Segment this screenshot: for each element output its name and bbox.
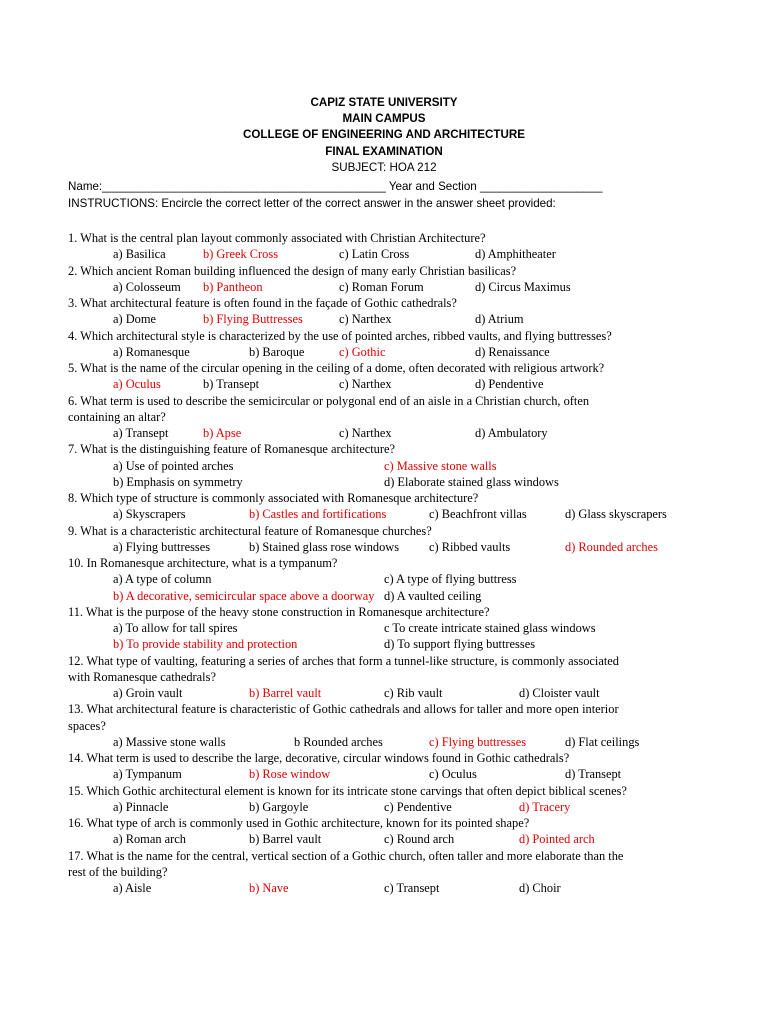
- answer-option[interactable]: a) Aisle: [113, 881, 152, 895]
- question-stem: 11. What is the purpose of the heavy stone construction in Romanesque architecture?: [68, 604, 490, 619]
- answer-option[interactable]: d) Tracery: [519, 799, 571, 814]
- question-list: [68, 230, 708, 896]
- answer-option[interactable]: d) Circus Maximus: [475, 279, 571, 294]
- question-stem: 15. Which Gothic architectural element is known for its intricate stone carvings that often depict biblical scenes?: [68, 783, 627, 798]
- question-stem: 6. What term is used to describe the semicircular or polygonal end of an aisle in a Christian church, often: [68, 393, 590, 408]
- answer-option[interactable]: a) Groin vault: [113, 686, 183, 700]
- question-2: [68, 263, 708, 296]
- question-stem: 9. What is a characteristic architectural feature of Romanesque churches?: [68, 523, 432, 538]
- answer-option[interactable]: d) Glass skyscrapers: [565, 507, 667, 522]
- question-stem: 16. What type of arch is commonly used in Gothic architecture, known for its pointed shape?: [68, 816, 530, 830]
- answer-option[interactable]: d) Transept: [565, 767, 622, 782]
- answer-option[interactable]: c) Flying buttresses: [429, 734, 527, 749]
- question-10: [68, 555, 708, 604]
- question-7: [68, 441, 708, 490]
- question-1: [68, 230, 708, 263]
- answer-option[interactable]: c) Transept: [384, 881, 440, 895]
- answer-option[interactable]: a) To allow for tall spires: [113, 621, 238, 635]
- option-row: [68, 880, 708, 896]
- university-name: CAPIZ STATE UNIVERSITY: [310, 96, 458, 109]
- answer-option[interactable]: c) Oculus: [429, 767, 477, 782]
- answer-option[interactable]: c) Latin Cross: [339, 247, 410, 262]
- answer-option[interactable]: d) Choir: [519, 881, 561, 895]
- question-stem: 3. What architectural feature is often found in the façade of Gothic cathedrals?: [68, 296, 457, 310]
- question-3: [68, 295, 708, 328]
- answer-option[interactable]: d) Cloister vault: [519, 686, 600, 700]
- option-row: [68, 458, 708, 474]
- question-stem: 17. What is the name for the central, vertical section of a Gothic church, often taller and more elaborate than the: [68, 848, 624, 863]
- option-row: [68, 571, 708, 587]
- name-year-section-line: Name:____________________________________________ Year and Section ___________________: [68, 180, 603, 193]
- question-17: [68, 848, 708, 897]
- answer-option[interactable]: b) Nave: [249, 881, 289, 895]
- option-row: [68, 506, 708, 522]
- college-name: COLLEGE OF ENGINEERING AND ARCHITECTURE: [243, 128, 525, 142]
- exam-title: FINAL EXAMINATION: [325, 144, 443, 158]
- question-13: [68, 701, 708, 750]
- answer-option[interactable]: b) Rose window: [249, 767, 331, 782]
- question-14: [68, 750, 708, 783]
- question-12: [68, 653, 708, 702]
- answer-option[interactable]: a) A type of column: [113, 572, 212, 587]
- question-stem: 13. What architectural feature is characteristic of Gothic cathedrals and allows for taller and more open interior: [68, 702, 619, 717]
- answer-option[interactable]: a) Basilica: [113, 247, 166, 262]
- answer-option[interactable]: a) Use of pointed arches: [113, 458, 234, 473]
- answer-option[interactable]: b) Emphasis on symmetry: [113, 474, 243, 489]
- answer-option[interactable]: b) Castles and fortifications: [249, 507, 387, 522]
- answer-option[interactable]: b) Transept: [203, 377, 260, 392]
- question-stem: 1. What is the central plan layout commonly associated with Christian Architecture?: [68, 231, 486, 245]
- option-row: [68, 425, 708, 441]
- campus-name: MAIN CAMPUS: [342, 112, 426, 126]
- answer-option[interactable]: a) Dome: [113, 312, 157, 327]
- answer-option[interactable]: b) Greek Cross: [203, 247, 279, 262]
- option-row: [68, 474, 708, 490]
- question-stem: rest of the building?: [68, 864, 168, 879]
- option-row: [68, 246, 708, 262]
- answer-option[interactable]: a) Roman arch: [113, 832, 186, 847]
- option-row: [68, 376, 708, 392]
- answer-option[interactable]: c) Ribbed vaults: [429, 539, 511, 554]
- answer-option[interactable]: b) Baroque: [249, 344, 305, 359]
- answer-option[interactable]: b Rounded arches: [294, 734, 383, 749]
- option-row: [68, 539, 708, 555]
- answer-option[interactable]: c) Pendentive: [384, 799, 452, 814]
- answer-option[interactable]: c) Round arch: [384, 832, 455, 847]
- answer-option[interactable]: a) Transept: [113, 426, 169, 440]
- question-stem: 10. In Romanesque architecture, what is a tympanum?: [68, 556, 338, 570]
- answer-option[interactable]: c) Beachfront villas: [429, 507, 527, 522]
- option-row: [68, 620, 708, 636]
- option-row: [68, 311, 708, 327]
- answer-option[interactable]: b) Stained glass rose windows: [249, 539, 400, 554]
- instructions: INSTRUCTIONS: Encircle the correct letter of the correct answer in the answer sheet provided:: [68, 197, 556, 210]
- answer-option[interactable]: c) Narthex: [339, 312, 392, 327]
- answer-option[interactable]: d) Pendentive: [475, 377, 544, 392]
- answer-option[interactable]: b) To provide stability and protection: [113, 637, 298, 652]
- answer-option[interactable]: c) Roman Forum: [339, 279, 424, 294]
- question-stem: containing an altar?: [68, 409, 166, 424]
- question-5: [68, 360, 708, 393]
- question-8: [68, 490, 708, 523]
- question-stem: 5. What is the name of the circular opening in the ceiling of a dome, often decorated with religious artwork?: [68, 361, 605, 375]
- option-row: [68, 766, 708, 782]
- answer-option[interactable]: d) Amphitheater: [475, 247, 556, 262]
- option-row: [68, 799, 708, 815]
- answer-option[interactable]: d) To support flying buttresses: [384, 637, 536, 652]
- answer-option[interactable]: b) Barrel vault: [249, 686, 322, 700]
- answer-option[interactable]: d) Renaissance: [475, 344, 550, 359]
- answer-option[interactable]: a) Flying buttresses: [113, 539, 211, 554]
- answer-option[interactable]: d) Pointed arch: [519, 832, 595, 847]
- answer-option[interactable]: c) Rib vault: [384, 686, 443, 700]
- option-row: [68, 636, 708, 652]
- answer-option[interactable]: a) Skyscrapers: [113, 507, 186, 522]
- answer-option[interactable]: c) Narthex: [339, 377, 392, 392]
- question-stem: 12. What type of vaulting, featuring a series of arches that form a tunnel-like structure, is commonly associated: [68, 653, 619, 668]
- answer-option[interactable]: a) Oculus: [113, 377, 161, 392]
- option-row: [68, 831, 708, 847]
- question-stem: spaces?: [68, 718, 106, 733]
- question-11: [68, 604, 708, 653]
- answer-option[interactable]: d) Elaborate stained glass windows: [384, 474, 559, 489]
- answer-option[interactable]: c) A type of flying buttress: [384, 572, 517, 587]
- answer-option[interactable]: a) Tympanum: [113, 767, 182, 782]
- question-stem: with Romanesque cathedrals?: [68, 669, 216, 684]
- answer-option[interactable]: b) A decorative, semicircular space above a doorway: [113, 588, 375, 603]
- option-row: [68, 588, 708, 604]
- answer-option[interactable]: a) Massive stone walls: [113, 734, 226, 749]
- option-row: [68, 685, 708, 701]
- question-stem: 4. Which architectural style is characterized by the use of pointed arches, ribbed vaults, and flying buttresses?: [68, 328, 612, 343]
- question-stem: 8. Which type of structure is commonly associated with Romanesque architecture?: [68, 491, 479, 505]
- answer-option[interactable]: b) Apse: [203, 426, 242, 440]
- answer-option[interactable]: c) Massive stone walls: [384, 458, 497, 473]
- answer-option[interactable]: d) A vaulted ceiling: [384, 588, 482, 603]
- answer-option[interactable]: a) Colosseum: [113, 279, 181, 294]
- question-9: [68, 523, 708, 556]
- question-stem: 2. Which ancient Roman building influenced the design of many early Christian basilicas?: [68, 263, 517, 278]
- question-stem: 7. What is the distinguishing feature of Romanesque architecture?: [68, 442, 395, 457]
- option-row: [68, 279, 708, 295]
- answer-option[interactable]: c) Gothic: [339, 344, 386, 359]
- question-6: [68, 393, 708, 442]
- answer-option[interactable]: d) Atrium: [475, 312, 524, 327]
- answer-option[interactable]: b) Barrel vault: [249, 832, 322, 847]
- option-row: [68, 734, 708, 750]
- question-15: [68, 783, 708, 816]
- question-4: [68, 328, 708, 361]
- answer-option[interactable]: b) Flying Buttresses: [203, 312, 303, 327]
- exam-header: [0, 95, 768, 176]
- answer-option[interactable]: b) Pantheon: [203, 279, 263, 294]
- answer-option[interactable]: d) Ambulatory: [475, 426, 548, 440]
- answer-option[interactable]: c) Narthex: [339, 426, 392, 440]
- subject-line: SUBJECT: HOA 212: [331, 160, 437, 174]
- answer-option[interactable]: d) Flat ceilings: [565, 734, 640, 749]
- answer-option[interactable]: c To create intricate stained glass windows: [384, 621, 596, 635]
- answer-option[interactable]: d) Rounded arches: [565, 539, 658, 554]
- answer-option[interactable]: a) Pinnacle: [113, 799, 169, 814]
- answer-option[interactable]: b) Gargoyle: [249, 799, 309, 814]
- answer-option[interactable]: a) Romanesque: [113, 344, 190, 359]
- question-stem: 14. What term is used to describe the large, decorative, circular windows found in Gothic cathedrals?: [68, 751, 570, 765]
- question-16: [68, 815, 708, 848]
- option-row: [68, 344, 708, 360]
